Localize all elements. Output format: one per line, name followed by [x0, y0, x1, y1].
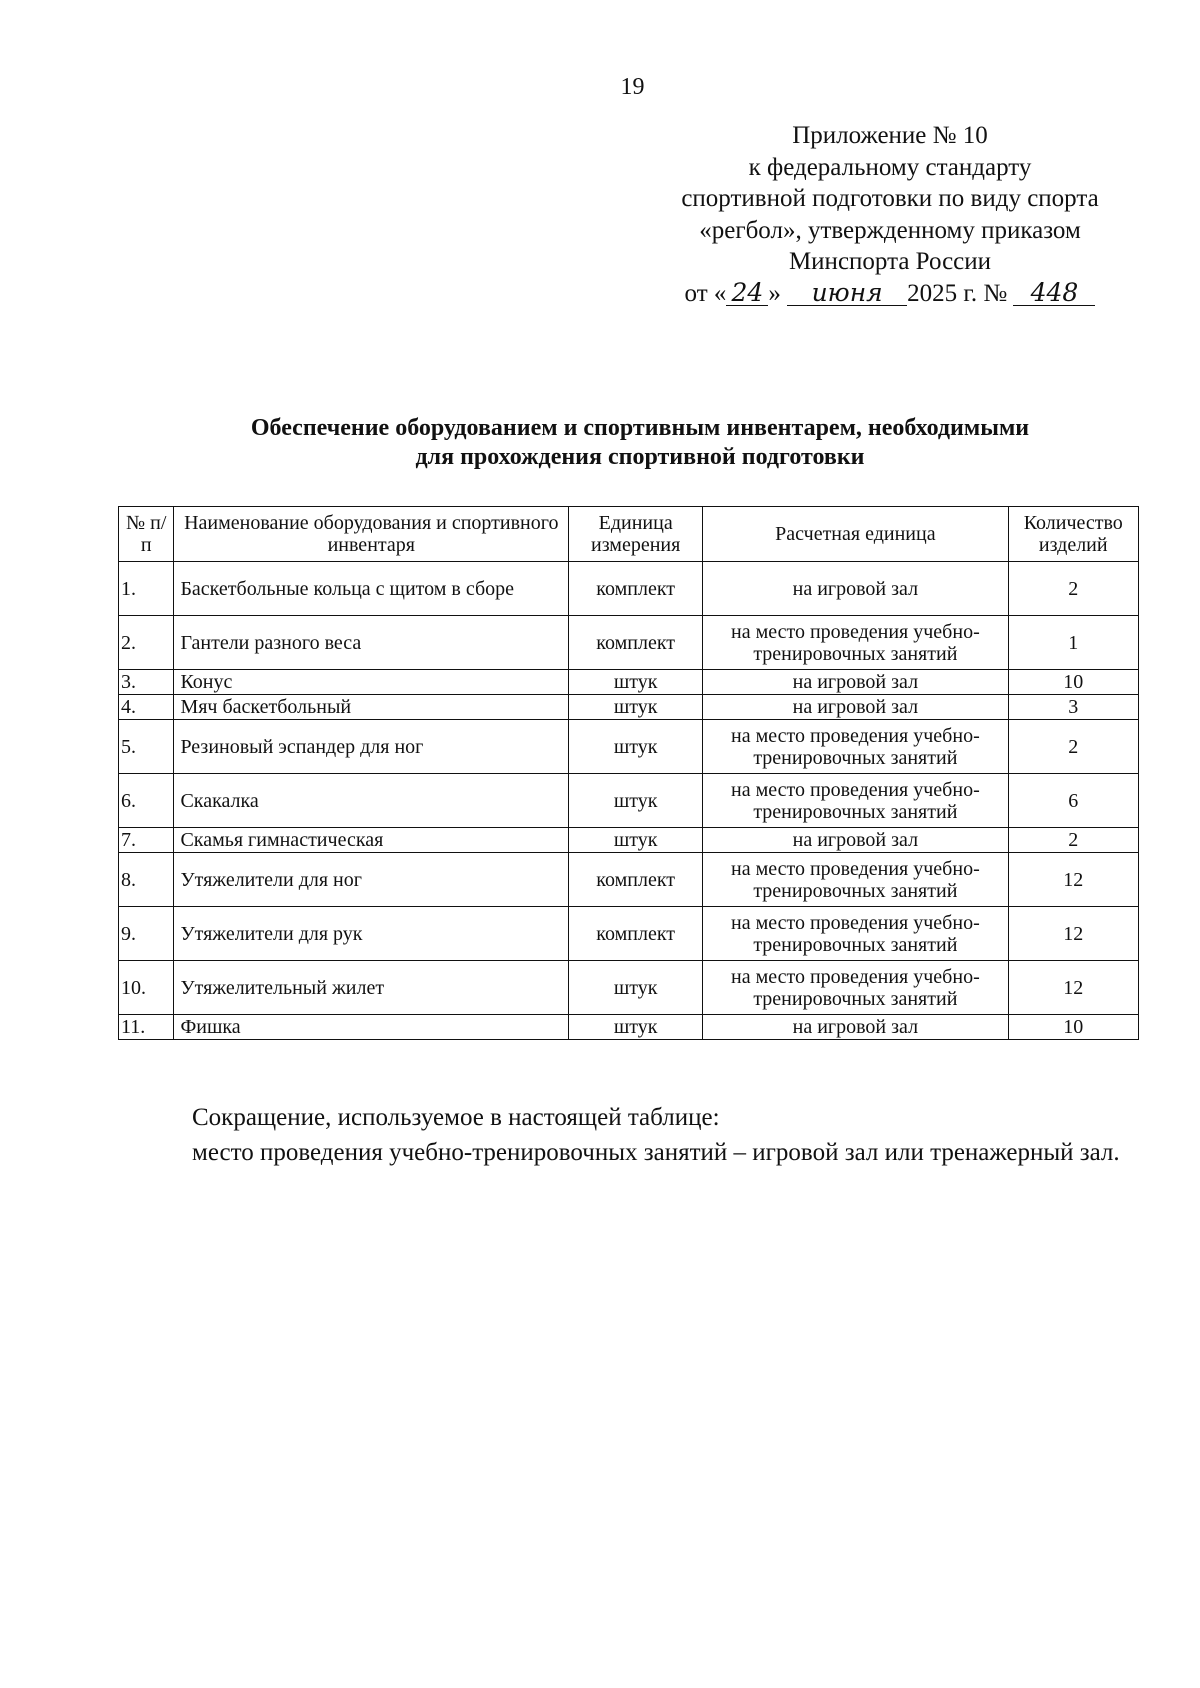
cell-num: 10.	[119, 961, 174, 1015]
cell-num: 3.	[119, 670, 174, 695]
cell-basis: на игровой зал	[703, 562, 1008, 616]
appendix-date-line	[640, 278, 1140, 310]
header-basis: Расчетная единица	[703, 507, 1008, 562]
table-row	[119, 695, 1139, 720]
cell-name: Фишка	[174, 1015, 569, 1040]
cell-qty: 12	[1008, 907, 1139, 961]
cell-qty: 2	[1008, 562, 1139, 616]
appendix-line-1: Приложение № 10	[792, 122, 988, 149]
cell-qty: 6	[1008, 774, 1139, 828]
cell-name: Скакалка	[174, 774, 569, 828]
cell-unit: штук	[569, 961, 703, 1015]
date-mid: »	[768, 279, 781, 307]
header-unit: Единица измерения	[569, 507, 703, 562]
cell-basis: на место проведения учебно-тренировочных занятий	[703, 961, 1008, 1015]
cell-unit: штук	[569, 670, 703, 695]
appendix-line-2: к федеральному стандарту	[748, 153, 1032, 181]
table-row	[119, 1015, 1139, 1040]
cell-unit: комплект	[569, 616, 703, 670]
date-month-handwritten: июня	[787, 281, 907, 306]
cell-num: 8.	[119, 853, 174, 907]
appendix-line-3: спортивной подготовки по виду спорта	[681, 185, 1099, 212]
table-row	[119, 907, 1139, 961]
table-row	[119, 828, 1139, 853]
cell-num: 1.	[119, 562, 174, 616]
table-row	[119, 616, 1139, 670]
cell-basis: на место проведения учебно-тренировочных занятий	[703, 853, 1008, 907]
cell-basis: на место проведения учебно-тренировочных занятий	[703, 616, 1008, 670]
cell-unit: комплект	[569, 853, 703, 907]
equipment-table	[118, 506, 1139, 1040]
cell-unit: комплект	[569, 907, 703, 961]
order-number-handwritten: 448	[1013, 281, 1095, 306]
cell-qty: 12	[1008, 853, 1139, 907]
table-body	[119, 562, 1139, 1040]
cell-num: 6.	[119, 774, 174, 828]
note-block	[118, 1100, 1139, 1170]
header-qty: Количество изделий	[1008, 507, 1139, 562]
cell-basis: на место проведения учебно-тренировочных занятий	[703, 907, 1008, 961]
date-prefix: от «	[684, 279, 727, 307]
header-name: Наименование оборудования и спортивного инвентаря	[174, 507, 569, 562]
cell-basis: на игровой зал	[703, 1015, 1008, 1040]
cell-num: 4.	[119, 695, 174, 720]
cell-basis: на место проведения учебно-тренировочных занятий	[703, 774, 1008, 828]
cell-num: 7.	[119, 828, 174, 853]
cell-qty: 3	[1008, 695, 1139, 720]
title-line-1: Обеспечение оборудованием и спортивным инвентарем, необходимыми	[250, 415, 1030, 441]
page-number: 19	[620, 74, 645, 100]
table-row	[119, 720, 1139, 774]
date-year: 2025 г. №	[907, 279, 1008, 307]
cell-unit: штук	[569, 1015, 703, 1040]
cell-name: Утяжелители для рук	[174, 907, 569, 961]
table-row	[119, 853, 1139, 907]
cell-name: Резиновый эспандер для ног	[174, 720, 569, 774]
table-row	[119, 562, 1139, 616]
cell-basis: на место проведения учебно-тренировочных занятий	[703, 720, 1008, 774]
cell-qty: 12	[1008, 961, 1139, 1015]
cell-basis: на игровой зал	[703, 828, 1008, 853]
appendix-block	[640, 120, 1140, 309]
cell-num: 9.	[119, 907, 174, 961]
cell-qty: 10	[1008, 1015, 1139, 1040]
cell-name: Гантели разного веса	[174, 616, 569, 670]
table-row	[119, 961, 1139, 1015]
cell-unit: штук	[569, 695, 703, 720]
table-row	[119, 774, 1139, 828]
cell-unit: комплект	[569, 562, 703, 616]
note-line-2: место проведения учебно-тренировочных занятий – игровой зал или тренажерный зал.	[192, 1139, 1120, 1166]
cell-name: Баскетбольные кольца с щитом в сборе	[174, 562, 569, 616]
cell-qty: 2	[1008, 828, 1139, 853]
cell-num: 5.	[119, 720, 174, 774]
cell-num: 2.	[119, 616, 174, 670]
cell-qty: 1	[1008, 616, 1139, 670]
table-row	[119, 670, 1139, 695]
cell-unit: штук	[569, 828, 703, 853]
cell-name: Скамья гимнастическая	[174, 828, 569, 853]
note-line-1: Сокращение, используемое в настоящей таблице:	[192, 1104, 720, 1131]
cell-qty: 10	[1008, 670, 1139, 695]
cell-basis: на игровой зал	[703, 695, 1008, 720]
title-line-2: для прохождения спортивной подготовки	[415, 444, 865, 470]
document-title	[120, 414, 1160, 472]
table-header-row	[119, 507, 1139, 562]
cell-name: Конус	[174, 670, 569, 695]
cell-name: Мяч баскетбольный	[174, 695, 569, 720]
cell-unit: штук	[569, 720, 703, 774]
appendix-line-5: Минспорта России	[788, 248, 992, 275]
date-day-handwritten: 24	[726, 281, 768, 306]
appendix-line-4: «регбол», утвержденному приказом	[699, 216, 1081, 244]
header-num: № п/п	[119, 507, 174, 562]
cell-unit: штук	[569, 774, 703, 828]
cell-qty: 2	[1008, 720, 1139, 774]
cell-name: Утяжелительный жилет	[174, 961, 569, 1015]
cell-num: 11.	[119, 1015, 174, 1040]
cell-name: Утяжелители для ног	[174, 853, 569, 907]
cell-basis: на игровой зал	[703, 670, 1008, 695]
